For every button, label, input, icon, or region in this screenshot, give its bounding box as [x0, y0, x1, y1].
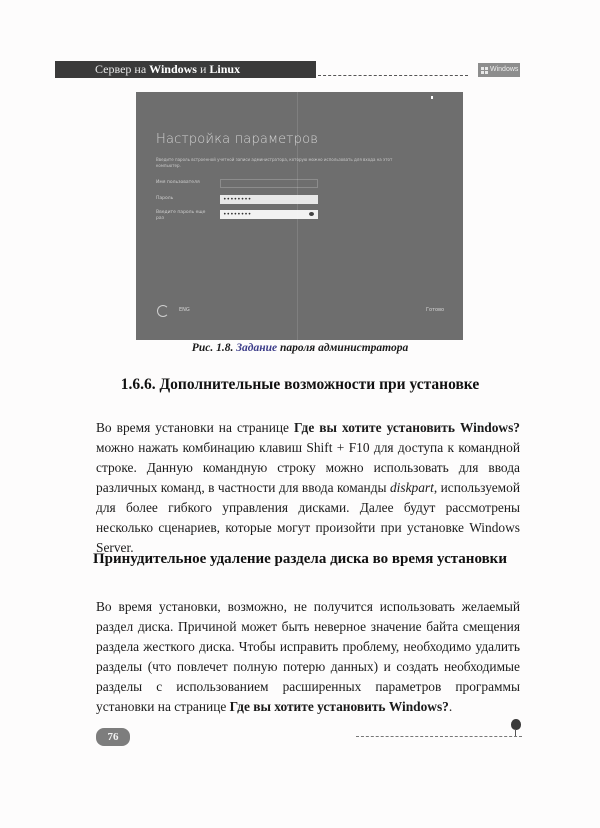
finish-button[interactable]: Готово [426, 307, 445, 313]
confirm-password-label: Введите пароль еще раз [156, 210, 206, 221]
windows-badge-label: Windows [490, 66, 519, 73]
header-title-linux: Linux [209, 62, 241, 76]
figure-caption [0, 342, 600, 354]
caption-rest: пароля администратора [277, 342, 409, 354]
windows-logo-icon [481, 67, 488, 74]
text-run: можно нажать комбинацию клавиш Shift + F10 для доступа к командной строке. Данную командную строку можно использовать для ввода различных команд, в частности для ввода команды [96, 440, 520, 495]
text-run: , используемой для более гибкого управления дисками. Далее будут рассмотрены несколько сценариев, которые могут произойти при установке Windows Server. [96, 480, 520, 555]
footer-dotted-rule [356, 736, 522, 737]
setup-title: Настройка параметров [156, 132, 319, 147]
caption-highlight: Задание [236, 342, 278, 354]
mouse-cursor-icon [431, 96, 433, 99]
text-run: . [448, 699, 453, 714]
username-input[interactable] [220, 179, 318, 188]
subsection-paragraph [96, 597, 520, 717]
text-run: Во время установки на странице [96, 420, 295, 435]
confirm-password-input[interactable] [220, 210, 318, 219]
figure-screenshot [136, 92, 463, 340]
password-label: Пароль [156, 196, 174, 201]
header-title-and: и [196, 62, 210, 76]
username-label: Имя пользователя [156, 180, 200, 185]
caption-prefix: Рис. 1.8. [191, 342, 237, 354]
ease-of-access-icon[interactable] [157, 305, 169, 317]
header-title-windows: Windows [149, 62, 197, 76]
section-heading: 1.6.6. Дополнительные возможности при установке [120, 376, 480, 393]
setup-description: Введите пароль встроенной учетной записи администратора, которую можно использовать для входа на этот компьютер. [156, 157, 393, 168]
italic-run: diskpart [389, 480, 434, 495]
eye-icon[interactable] [309, 212, 314, 216]
header-dotted-rule [318, 75, 468, 76]
confirm-password-value: •••••••• [223, 211, 252, 218]
header-title-prefix: Сервер на [95, 62, 150, 76]
bold-run: Где вы хотите установить Windows? [229, 699, 449, 714]
bold-run: Где вы хотите установить Windows? [294, 420, 520, 435]
pushpin-icon [511, 719, 521, 730]
password-input[interactable]: •••••••• [220, 195, 318, 204]
text-run: Во время установки, возможно, не получится использовать желаемый раздел диска. Причиной может быть неверное значение байта смещения раздела жесткого диска. Чтобы исправить проблему, необходимо удалить разделы (что повлечет полную потерю данных) и создать необходимые разделы с использованием расширенных параметров программы установки на странице [96, 599, 520, 714]
running-header-title [95, 61, 240, 78]
language-indicator[interactable]: ENG [179, 307, 190, 313]
page-number: 76 [96, 728, 130, 746]
windows-badge [478, 63, 520, 77]
subsection-heading: Принудительное удаление раздела диска во время установки [93, 551, 507, 567]
section-paragraph [96, 418, 520, 558]
